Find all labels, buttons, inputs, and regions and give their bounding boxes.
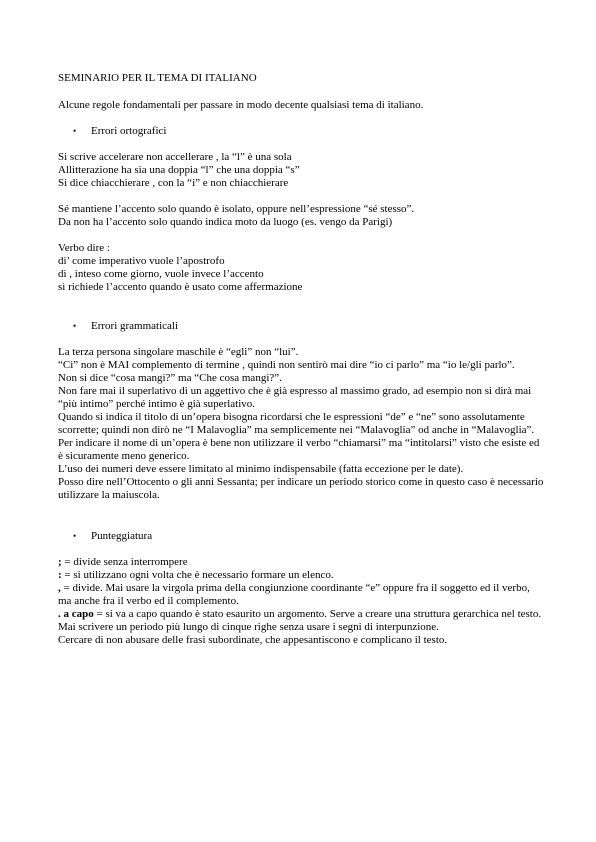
section-heading-punteggiatura xyxy=(58,530,544,543)
grammar-paragraph: Quando si indica il titolo di un’opera bisogna ricordarsi che le espressioni “de” e “ne” sono assolutamente scorrette; quindi non dirò ne “I Malavoglia” ma semplicemente nei “Malavoglia” od anche in “Malavoglia”. xyxy=(58,411,535,436)
heading-text: Errori grammaticali xyxy=(91,320,179,332)
grammar-paragraph: Non fare mai il superlativo di un aggettivo che è già espresso al massimo grado, ad esempio non si dirà mai “più intimo” perché intimo è già superlativo. xyxy=(58,385,532,410)
bullet-icon: • xyxy=(73,126,77,136)
punctuation-mark: : xyxy=(58,569,62,581)
punctuation-text: = si utilizzano ogni volta che è necessario formare un elenco. xyxy=(61,569,334,581)
punctuation-mark: ; xyxy=(58,556,62,568)
text-line: Sé mantiene l’accento solo quando è isolato, oppure nell’espressione “sé stesso”. xyxy=(58,203,415,215)
grammar-paragraph: Non si dice “cosa mangi?” ma “Che cosa mangi?”. xyxy=(58,372,282,384)
punctuation-item xyxy=(58,582,544,608)
punctuation-text: = divide senza interrompere xyxy=(61,556,188,568)
closing-line: Cercare di non abusare delle frasi subordinate, che appesantiscono e complicano il testo. xyxy=(58,634,448,646)
section-heading-ortografia xyxy=(58,125,544,138)
section-heading-grammatica xyxy=(58,320,544,333)
text-line: sì richiede l’accento quando è usato come affermazione xyxy=(58,281,303,293)
grammar-paragraph: “Ci” non è MAI complemento di termine , quindi non sentirò mai dire “io ci parlo” ma “io le/gli parlo”. xyxy=(58,359,515,371)
grammar-paragraph: Posso dire nell’Ottocento o gli anni Sessanta; per indicare un periodo storico come in questo caso è necessario utilizzare la maiuscola. xyxy=(58,476,544,501)
bullet-icon: • xyxy=(73,321,77,331)
bullet-icon: • xyxy=(73,531,77,541)
heading-text: Punteggiatura xyxy=(91,530,153,542)
text-line: di’ come imperativo vuole l’apostrofo xyxy=(58,255,225,267)
intro-paragraph: Alcune regole fondamentali per passare in modo decente qualsiasi tema di italiano. xyxy=(58,99,424,111)
punctuation-item xyxy=(58,608,544,621)
document-title: SEMINARIO PER IL TEMA DI ITALIANO xyxy=(58,72,257,84)
closing-line: Mai scrivere un periodo più lungo di cinque righe senza usare i segni di interpunzione. xyxy=(58,621,439,633)
document-page xyxy=(58,72,544,647)
punctuation-mark: , xyxy=(58,582,61,594)
text-line: Si scrive accelerare non accellerare , la “l” è una sola xyxy=(58,151,292,163)
punctuation-text: = si va a capo quando è stato esaurito un argomento. Serve a creare una struttura gerarchica nel testo. xyxy=(93,608,542,620)
punctuation-text: = divide. Mai usare la virgola prima della congiunzione coordinante “e” oppure fra il soggetto ed il verbo, ma anche fra il verbo ed il complemento. xyxy=(58,582,530,607)
text-line: Si dice chiacchierare , con la “i” e non chiacchierare xyxy=(58,177,289,189)
grammar-paragraph: La terza persona singolare maschile è “egli” non “lui”. xyxy=(58,346,299,358)
punctuation-item xyxy=(58,569,544,582)
text-line: Allitterazione ha sia una doppia “l” che una doppia “s” xyxy=(58,164,300,176)
text-line: Da non ha l’accento solo quando indica moto da luogo (es. vengo da Parigi) xyxy=(58,216,393,228)
punctuation-mark: . a capo xyxy=(58,608,94,620)
grammar-paragraph: L’uso dei numeri deve essere limitato al minimo indispensabile (fatta eccezione per le date). xyxy=(58,463,464,475)
text-line: Verbo dire : xyxy=(58,242,110,254)
punctuation-item xyxy=(58,556,544,569)
text-line: dì , inteso come giorno, vuole invece l’accento xyxy=(58,268,264,280)
heading-text: Errori ortografici xyxy=(91,125,167,137)
grammar-paragraph: Per indicare il nome di un’opera è bene non utilizzare il verbo “chiamarsi” ma “intitolarsi” visto che esiste ed è sicuramente meno generico. xyxy=(58,437,540,462)
